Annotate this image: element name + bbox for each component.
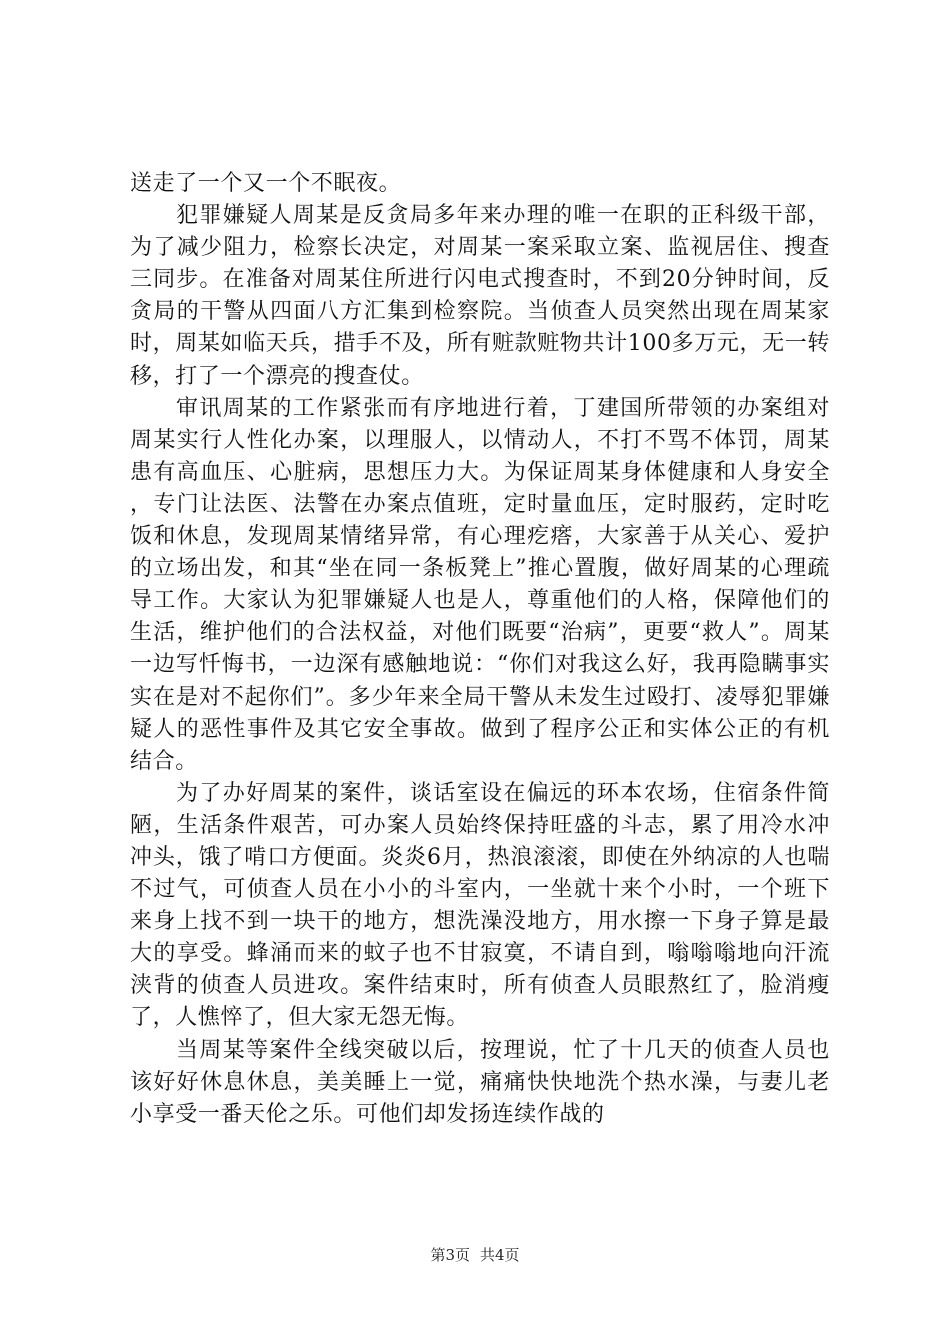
page-number: 第3页 xyxy=(430,1246,470,1264)
paragraph: 当周某等案件全线突破以后，按理说，忙了十几天的侦查人员也该好好休息休息，美美睡上一觉，痛痛快快地洗个热水澡，与妻儿老小享受一番天伦之乐。可他们却发扬连续作战的 xyxy=(130,1037,830,1127)
page-footer xyxy=(0,1245,950,1265)
page-total: 共4页 xyxy=(480,1246,520,1264)
document-body xyxy=(130,168,830,1131)
paragraph: 审讯周某的工作紧张而有序地进行着，丁建国所带领的办案组对周某实行人性化办案，以理服人，以情动人，不打不骂不体罚，周某患有高血压、心脏病，思想压力大。为保证周某身体健康和人身安全，专门让法医、法警在办案点值班，定时量血压，定时服药，定时吃饭和休息，发现周某情绪异常，有心理疙瘩，大家善于从关心、爱护的立场出发，和其“坐在同一条板凳上”推心置腹，做好周某的心理疏导工作。大家认为犯罪嫌疑人也是人，尊重他们的人格，保障他们的生活，维护他们的合法权益，对他们既要“治病”，更要“救人”。周某一边写忏悔书，一边深有感触地说：“你们对我这么好，我再隐瞒事实实在是对不起你们”。多少年来全局干警从未发生过殴打、凌辱犯罪嫌疑人的恶性事件及其它安全事故。做到了程序公正和实体公正的有机结合。 xyxy=(130,395,830,774)
paragraph: 为了办好周某的案件，谈话室设在偏远的环本农场，住宿条件简陋，生活条件艰苦，可办案人员始终保持旺盛的斗志，累了用冷水冲冲头，饿了啃口方便面。炎炎6月，热浪滚滚，即使在外纳凉的人也喘不过气，可侦查人员在小小的斗室内，一坐就十来个小时，一个班下来身上找不到一块干的地方，想洗澡没地方，用水擦一下身子算是最大的享受。蜂涌而来的蚊子也不甘寂寞，不请自到，嗡嗡嗡地向汗流浃背的侦查人员进攻。案件结束时，所有侦查人员眼熬红了，脸消瘦了，人憔悴了，但大家无怨无悔。 xyxy=(130,780,830,1031)
paragraph: 犯罪嫌疑人周某是反贪局多年来办理的唯一在职的正科级干部，为了减少阻力，检察长决定，对周某一案采取立案、监视居住、搜查三同步。在准备对周某住所进行闪电式搜查时，不到20分钟时间，反贪局的干警从四面八方汇集到检察院。当侦查人员突然出现在周某家时，周某如临天兵，措手不及，所有赃款赃物共计100多万元，无一转移，打了一个漂亮的搜查仗。 xyxy=(130,203,830,389)
paragraph: 送走了一个又一个不眠夜。 xyxy=(130,171,402,196)
